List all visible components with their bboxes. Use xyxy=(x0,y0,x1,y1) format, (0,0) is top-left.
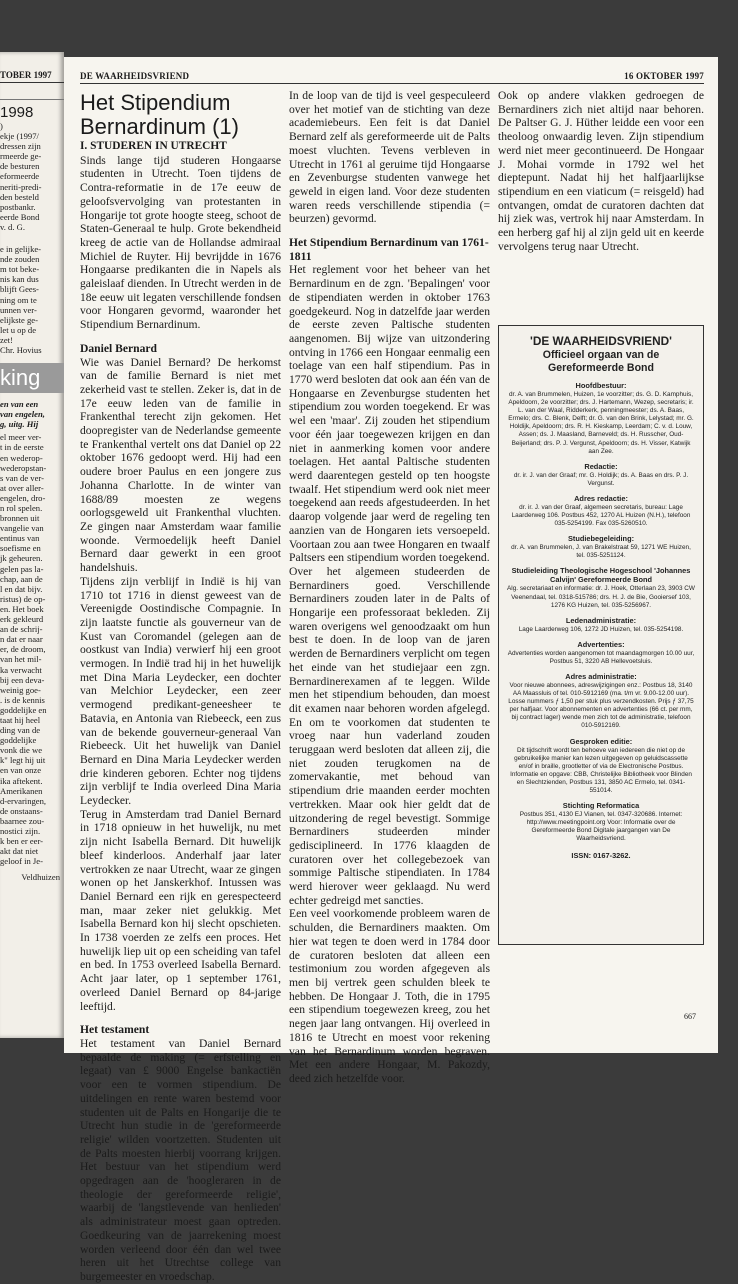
previous-page-text-a xyxy=(0,244,64,355)
previous-page-line: ka verwacht xyxy=(0,664,42,675)
previous-page-line: entinus van xyxy=(0,533,40,544)
previous-page-line: nostici zijn. xyxy=(0,826,41,836)
previous-page-line: akt dat niet xyxy=(0,846,39,857)
previous-page-line: den besteld xyxy=(0,191,39,202)
previous-page-line: en wederop- xyxy=(0,452,43,463)
previous-page-line: goddelijke en xyxy=(0,704,47,715)
previous-page-line: baarnee zou- xyxy=(0,815,45,826)
paragraph-continued: Een veel voorkomende probleem waren de schulden, die Bernardiners maakten. Om hier wat tegen te doen werd in 1784 door de curatoren besloten dat alleen een testimonium zou worden afgegeven als men bij vertrek geen schulden bleek te hebben. De Hongaar J. Toth, die in 1795 een stipendium toegewezen kreeg, zou het negen jaar lang ontvangen. Hij overleed in 1816 te Utrecht en moest voor rekening van het Bernardinum worden begraven. Met een andere Hongaar, M. Pakozdy, deed zich hetzelfde voor. xyxy=(289,907,490,1085)
paragraph: Sinds lange tijd studeren Hongaarse studenten in Utrecht. Toen tijdens de Contra-reformatie in de 17e eeuw de geloofsvervolging van protestanten in Hongarije tot grote hoogte steeg, schoot de Staten-Generaal te hulp. Grote bekendheid kreeg de actie van de Hollandse admiraal Michiel de Ruyter. Hij bevrijdde in 1676 Hongaarse predikanten die in Napels als galeislaaf dienden. In Utrecht werden in de 18e eeuw uit legaten verschillende fondsen voor Hongaren gevormd, waaronder het Stipendium Bernardinum. xyxy=(80,153,281,332)
colophon-section-body: Postbus 351, 4130 EJ Vianen, tel. 0347-320686. Internet: http://www.meetingpoint.org Voor: Informatie over de Gereformeerde Bond Digitale jaargangen van De Waarheidsvriend. xyxy=(519,811,683,843)
article-title-line-1: Het Stipendium xyxy=(80,90,231,115)
issn-number: ISSN: 0167-3262. xyxy=(571,851,631,861)
running-head xyxy=(80,71,704,84)
previous-page-line: l en dat bijv. xyxy=(0,583,43,594)
paragraph: Wie was Daniel Bernard? De herkomst van de familie Bernard is niet met zekerheid vast te stellen. Zeker is, dat in de 17e eeuw leden van de familie in Frankenthal terecht zijn gekomen. Het doopregister van de Nederlandse gemeente te Frankenthal vertelt ons dat Daniel op 22 oktober 1676 gedoopt werd. Hij had een oudere broer Paulus en een jongere zus Johanna Charlotte. In de winter van 1688/89 moesten ze wegens oorlogsgeweld uit Frankenthal vluchten. Ze gingen naar Amsterdam waar familie woonde. Vermoedelijk heeft Daniel Bernard daar gewerkt in een groot handelshuis. xyxy=(80,355,281,575)
previous-page-line: k ben er eer- xyxy=(0,836,44,847)
previous-page-line: gelen pas la- xyxy=(0,563,44,574)
colophon-section-heading: Ledenadministratie: xyxy=(565,615,637,625)
paragraph-continued: Het testament van Daniel Bernard bepaalde de making (= erfstelling en legaat) van £ 9000 Engelse bankactiën voor een te vormen stipendium. De uitdelingen en rente waren bestemd voor studenten uit de Palts en Hongarije die te Utrecht hun studie in de 'gereformeerde religie' wilden voortzetten. Studenten uit de Palts moesten hierbij voorrang krijgen. Het bestuur van het stipendium werd opgedragen aan de 'hoogleraren in de theologie der gereformeerde religie', waarbij de 'langstlevende van henlieden' als administrateur moest gaan optreden. Goedkeuring van de jaarrekening moest worden verleend door één dan wel twee heren uit het Utrechtse college van burgemeester en vroedschap. xyxy=(80,1037,281,1283)
colophon-section-heading: Adres administratie: xyxy=(565,671,637,681)
previous-page-line: erk gekleurd xyxy=(0,614,44,625)
colophon-box xyxy=(498,325,704,945)
previous-page-line: en van een xyxy=(0,399,39,410)
previous-page-line: ekje (1997/ xyxy=(0,131,39,142)
previous-page-line: unnen ver- xyxy=(0,304,37,315)
previous-page-line: el meer ver- xyxy=(0,432,42,443)
subheading-stipendium-1761-1811: Het Stipendium Bernardinum van 1761-1811 xyxy=(289,236,489,263)
previous-page-line: Amerikanen xyxy=(0,785,43,796)
previous-page-line: n dat er naar xyxy=(0,634,43,645)
previous-page-line: v. d. G. xyxy=(0,221,25,232)
article-column-2 xyxy=(289,89,490,1086)
colophon-subtitle-line-2: Gereformeerde Bond xyxy=(548,362,654,374)
colophon-section-heading: Redactie: xyxy=(584,461,618,471)
previous-page-line: eformeerde xyxy=(0,171,40,182)
colophon-title: 'DE WAARHEIDSVRIEND' xyxy=(530,334,672,348)
previous-page-line: at over aller- xyxy=(0,482,44,493)
previous-page-grey-banner: king xyxy=(0,363,64,393)
colophon-section-body: Lage Laarderweg 106, 1272 JD Huizen, tel. 035-5254198. xyxy=(518,625,684,633)
previous-page-line: bronnen uit xyxy=(0,513,40,524)
previous-page-line: nis kan dus xyxy=(0,274,39,285)
previous-page-line: wederopstan- xyxy=(0,462,47,473)
previous-page-line: eerde Bond xyxy=(0,211,40,222)
paragraph: Terug in Amsterdam trad Daniel Bernard in 1718 opnieuw in het huwelijk, nu met zijn nicht Isabella Bernard. Dit huwelijk bleef kinderloos. Anderhalf jaar later vertrokken ze naar Utrecht, waar ze gingen wonen op het Janskerkhof. Intussen was Daniel Bernard een rijk en gerespecteerd man, maar zeker niet gelukkig. Met Isabella Bernard kon hij slecht opschieten. In 1738 voerden ze zelfs een proces. Het huwelijk liep uit op een scheiding van tafel en bed. In 1753 overleed Isabella Bernard. Acht jaar later, op 1 september 1761, overleed Daniel Bernard op 84-jarige leeftijd. xyxy=(80,807,281,1013)
previous-page-line: ) xyxy=(0,121,3,131)
previous-page-line: bij een deva- xyxy=(0,674,45,685)
article-column-3 xyxy=(498,89,704,253)
previous-page-line: van het mil- xyxy=(0,654,42,665)
previous-page-line: n rol spelen. xyxy=(0,503,43,513)
article-title-line-2: Bernardinum (1) xyxy=(80,114,239,139)
previous-page-line: dressen zijn xyxy=(0,141,41,152)
previous-page-line: neriti-predi- xyxy=(0,181,42,192)
colophon-section-heading: Studiebegeleiding: xyxy=(567,534,635,544)
previous-page-box-lines xyxy=(0,121,64,232)
issue-date: 16 OKTOBER 1997 xyxy=(624,71,704,81)
previous-page-line: blijft Gees- xyxy=(0,284,39,295)
previous-page-line: ika aftekent. xyxy=(0,775,43,786)
previous-page-line: . is de kennis xyxy=(0,694,45,705)
colophon-section-heading: Advertenties: xyxy=(577,639,625,649)
previous-page-line: s van de ver- xyxy=(0,472,44,483)
previous-page-line: chap, aan de xyxy=(0,573,43,584)
colophon-section-heading: Stichting Reformatica xyxy=(562,801,640,811)
colophon-section-body: Advertenties worden aangenomen tot maandagmorgen 10.00 uur, Postbus 51, 3220 AB Hellevoetsluis. xyxy=(507,649,695,665)
previous-page-line: let u op de xyxy=(0,324,37,335)
colophon-section-body: Alg. secretariaat en informatie: dr. J. Hoek, Otterlaan 23, 3903 CW Veenendaal, tel. 0318-515786; drs. H. J. de Bie, Gooiersef 103, 1276 KG Huizen, tel. 035-5256967. xyxy=(507,585,695,609)
colophon-section-body: Dit tijdschrift wordt ten behoeve van iedereen die niet op de gebruikelijke manier kan lezen uitgegeven op geluidscassette en/of in braille, grootletter of via de Electronische Postbus. Informatie en opgave: CBB, Christelijke Bibliotheek voor Blinden en Slechtzienden, Postbus 131, 3850 AC Ermelo, tel. 0341-551014. xyxy=(510,746,692,794)
previous-page-line: jk geheuren. xyxy=(0,553,43,564)
previous-page-line: en. Het boek xyxy=(0,603,44,614)
paragraph: Het reglement voor het beheer van het Bernardinum en de zgn. 'Bepalingen' voor de stipendiaten werden in oktober 1763 goedgekeurd. Nog in datzelfde jaar werden de eerste zeven Paltische studenten aangenomen. Bij wijze van uitzondering ontving in 1766 een Hongaar eenmalig een toelage van een half stipendium. Pas in 1770 werd besloten dat ook aan één van de Hongaarse en Zevenburgse studenten het stipendium zou worden toegekend. Er was wel een 'maar'. Zij zouden het stipendium voor één jaar toegewezen krijgen en dan niet in aanmerking komen voor andere toelagen. Het aantal Paltische studenten werd daarentegen gesteld op ten hoogste twaalf. Het stipendium werd ook niet meer toegekend aan reeds afgestudeerden. In het daarop volgende jaar werd de regeling ten aanzien van de Hongaren iets versoepeld. Voortaan zou aan twee Hongaren en twaalf Paltsers een stipendium worden toegekend. xyxy=(289,263,490,565)
previous-page-box xyxy=(0,99,64,232)
previous-page-line: m tot beke- xyxy=(0,264,40,275)
previous-page-line: geloof in Je- xyxy=(0,856,43,867)
colophon-subtitle-line-1: Officieel orgaan van de xyxy=(542,349,660,361)
colophon-section-heading: Hoofdbestuur: xyxy=(575,381,627,390)
subheading-daniel-bernard: Daniel Bernard xyxy=(80,341,157,355)
previous-page-line: en van onze xyxy=(0,765,42,776)
previous-page-line: Chr. Hovius xyxy=(0,344,42,355)
previous-page-intro xyxy=(0,399,64,429)
previous-page-line: d-ervaringen, xyxy=(0,795,47,806)
previous-page-line: e in gelijke- xyxy=(0,244,42,255)
article-title xyxy=(80,91,281,139)
previous-page-edge xyxy=(0,52,64,1038)
colophon-sections xyxy=(499,381,703,843)
previous-page-line: van engelen, xyxy=(0,409,45,420)
previous-page-line: er, de droom, xyxy=(0,644,46,655)
page-number: 667 xyxy=(684,1012,696,1021)
previous-page-line: k" legt hij uit xyxy=(0,755,46,766)
previous-page-line: elijkste ge- xyxy=(0,314,38,325)
previous-page-line: ristus) de op- xyxy=(0,593,46,604)
previous-page-text-b xyxy=(0,432,64,866)
colophon-section-heading: Gesproken editie: xyxy=(569,736,633,746)
previous-page-line: soefisme en xyxy=(0,543,41,554)
colophon-subtitle xyxy=(499,349,703,375)
colophon-section-heading: Adres redactie: xyxy=(574,493,628,503)
previous-page-line: taat hij heel xyxy=(0,714,41,725)
previous-page-line: de onstaans- xyxy=(0,805,43,816)
paragraph: Over het algemeen studeerden de Bernardiners goed. Verschillende Bernardiners zouden later in de Palts of Hongarije een professoraat bekleden. Zij waren overigens wel genoodzaakt om hun best te doen. In de loop van de jaren werden de Bernardiners verplicht om tegen het einde van het studiejaar een zgn. Bernardinerexamen af te leggen. Wilde men het stipendium behouden, dan moest dit examen naar behoren worden afgelegd. En om te voorkomen dat studenten te vroeg naar hun vaderland zouden teruggaan werd besloten dat alleen zij, die niet zouden terugkomen na de zomervakantie, met behoud van stipendium drie maanden eerder mochten vertrekken. Maar ook hier geldt dat de uitzondering de regel bevestigt. Sommige Bernardiners studeerden minder gedisciplineerd. In 1776 klaagden de curatoren over het collegebezoek van sommige Paltische stipendiaten. In 1784 werd hierover weer geklaagd. Nu werd echter gedreigd met sancties. xyxy=(289,564,490,907)
previous-page-line: g, uitg. Hij xyxy=(0,419,39,430)
colophon-section-body: dr. ir. J. van der Graaf, algemeen secretaris, bureau: Lage Laarderweg 106. Postbus 452, 1270 AL Huizen (N.H.), telefoon 035-5254199. Fax 035-5260510. xyxy=(511,503,691,528)
previous-page-header: TOBER 1997 xyxy=(0,52,64,83)
article-column-1 xyxy=(80,89,281,1284)
previous-page-line: zet! xyxy=(0,334,13,345)
previous-page-line: goddelijke xyxy=(0,735,37,746)
previous-page-line: postbankr. xyxy=(0,201,36,212)
colophon-section-body: dr. A. van Brummelen, Huizen, 1e voorzitter; ds. G. D. Kamphuis, Apeldoorn, 2e voorzitter; drs. J. Hartemann, Wezep, secretaris; ir. L. van der Waal, Ridderkerk, penningmeester; ds. A. Baas, Ermelo; drs. C. Blenk, Delft; dr. G. van den Brink, Lelystad; mr. G. Holdijk, Apeldoorn; drs. R. H. Kieskamp, Leerdam; C. v. d. Louw, Assen; ds. J. Maasland, Barneveld; ds. H. Russcher, Oud-Beijerland; drs. P. J. Vergunst, Apeldoorn; ds. H. Visser, Katwijk aan Zee. xyxy=(508,391,694,455)
colophon-section-body: dr. A. van Brummelen, J. van Brakelstraat 59, 1271 WE Huizen, tel. 035-5251124. xyxy=(511,544,691,560)
previous-page-line: engelen, dro- xyxy=(0,492,46,503)
previous-page-line: rmeerde ge- xyxy=(0,151,42,162)
previous-page-signature: Veldhuizen xyxy=(21,872,60,883)
paragraph: Ook op andere vlakken gedroegen de Bernardiners zich niet altijd naar behoren. De Paltser G. J. Hüther leidde een voor een theoloog onwaardig leven. Zijn stipendium werd niet meer gecontinueerd. De Hongaar J. Mohai vormde in 1792 wel het dieptepunt. Nadat hij het halfjaarlijkse stipendium en een viaticum (= reisgeld) had ontvangen, omdat de curatoren dachten dat hij ziek was, vertrok hij naar Amsterdam. In een herberg gaf hij al zijn geld uit en keerde vervolgens terug naar Utrecht. xyxy=(498,89,704,253)
previous-page-line: t in de eerste xyxy=(0,442,44,453)
section-heading: I. STUDEREN IN UTRECHT xyxy=(80,140,227,152)
previous-page-line: vangelie van xyxy=(0,523,44,534)
colophon-section-body: dr. ir. J. van der Graaf; mr. G. Holdijk; ds. A. Baas en drs. P. J. Vergunst. xyxy=(513,471,689,487)
colophon-section-heading: Studieleiding Theologische Hogeschool 'Johannes Calvijn' Gereformeerde Bond xyxy=(511,566,691,585)
previous-page-line: ding van de xyxy=(0,725,41,736)
previous-page-line: vonk die we xyxy=(0,745,43,756)
magazine-page xyxy=(64,57,718,1283)
previous-page-line: an de schrij- xyxy=(0,624,43,635)
previous-page-line: nde zouden xyxy=(0,254,40,265)
subheading-testament: Het testament xyxy=(80,1023,150,1037)
paragraph: In de loop van de tijd is veel gespeculeerd over het motief van de stichting van deze academiebeurs. Een feit is dat Daniel Bernard zelf als gereformeerde uit de Palts moest vluchten. Tevens verbleven in Utrecht in 1761 al geruime tijd Hongaarse en Zevenburgse studenten vanwege het geweld in eigen land. Voor deze studenten waren reeds verschillende stipendia (= beurzen) gevormd. xyxy=(289,89,490,226)
previous-page-line: ning om te xyxy=(0,294,37,305)
previous-page-line: de besturen xyxy=(0,161,40,172)
publication-name: DE WAARHEIDSVRIEND xyxy=(80,71,190,81)
colophon-section-body: Voor nieuwe abonnees, adreswijzigingen enz.: Postbus 18, 3140 AA Maassluis of tel. 010-5912169 (ma. t/m vr. 9.00-12.00 uur). Losse nummers ƒ 1,50 per stuk plus verzendkosten. Prijs ƒ 37,75 per halfjaar. Voor abonnementen en advertenties (66 ct. per mm, bij contract lager) wende men zich tot de administratie, telefoon 010-5912169. xyxy=(508,681,694,730)
paragraph: Tijdens zijn verblijf in Indië is hij van 1710 tot 1716 in dienst geweest van de Vereenigde Oostindische Compagnie. In zijn laatste functie als gouverneur van de Kust van Coromandel (gelegen aan de oostkust van India) verwierf hij een groot vermogen. In Indië trad hij in het huwelijk met Dina Maria Leydecker, een dochter van Melchior Leydecker, een zeer vermogend predikant-geneesheer te Batavia, en Antonia van Riebeeck, een zus van de bekende gouverneur-generaal Van Riebeeck. Uit het huwelijk van Daniel Bernard en Dina Maria Leydecker werden drie kinderen geboren. Echter nog tijdens zijn verblijf te India overleed Dina Maria Leydecker. xyxy=(80,574,281,808)
previous-page-box-year: 1998 xyxy=(0,104,34,121)
previous-page-line: weinig goe- xyxy=(0,684,41,695)
